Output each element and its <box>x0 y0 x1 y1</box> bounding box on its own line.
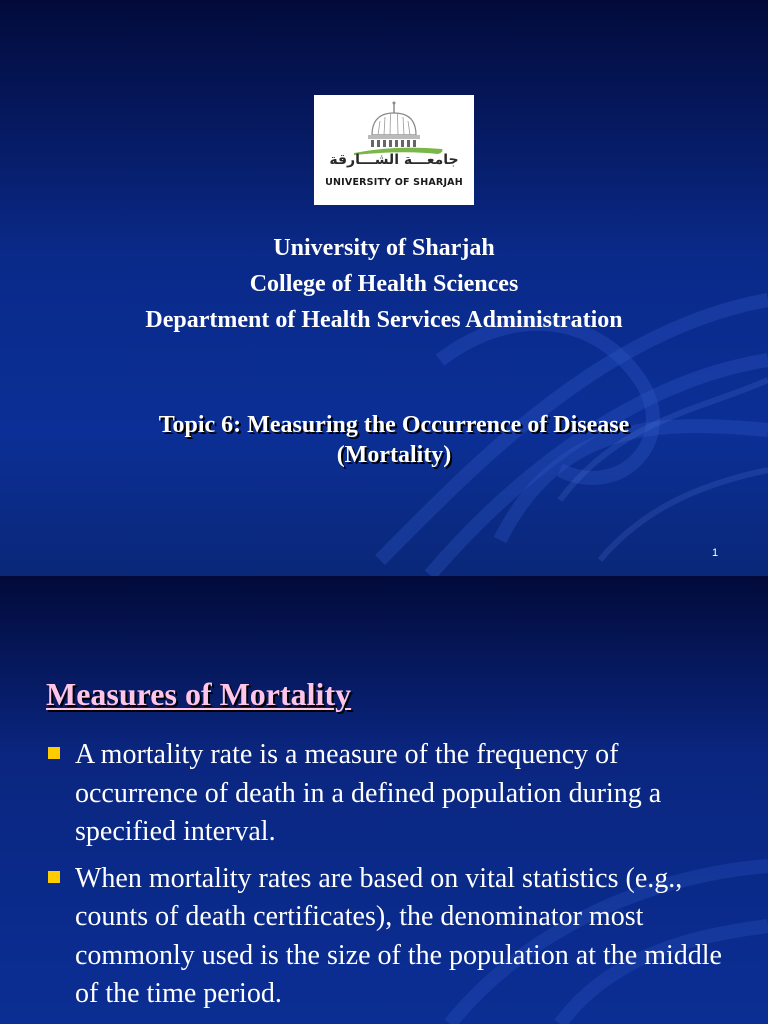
logo-arabic-text: جامعـــة الشـــارقة <box>329 152 459 168</box>
college-name: College of Health Sciences <box>249 271 519 297</box>
bullet-text: A mortality rate is a measure of the frequency of occurrence of death in a defined population during a specified interval. <box>75 739 662 847</box>
department-name: Department of Health Services Administration <box>145 307 623 333</box>
logo-english-text: UNIVERSITY OF SHARJAH <box>325 177 463 188</box>
dome-icon <box>314 95 474 155</box>
slide-number: 1 <box>711 547 719 559</box>
bullet-item <box>46 736 726 852</box>
slide-title: Measures of Mortality <box>46 676 352 712</box>
square-bullet-icon <box>48 871 60 883</box>
topic-line-1: Topic 6: Measuring the Occurrence of Disease <box>158 412 630 438</box>
bullet-list <box>46 736 726 1022</box>
university-logo <box>314 95 474 205</box>
bullet-item <box>46 860 726 1014</box>
bullet-text: When mortality rates are based on vital statistics (e.g., counts of death certificates), the denominator most commonly used is the size of the population at the middle of the time period. <box>75 862 722 1009</box>
square-bullet-icon <box>48 747 60 759</box>
topic-line-2: (Mortality) <box>336 442 452 468</box>
university-name: University of Sharjah <box>273 235 495 261</box>
institution-heading <box>0 230 768 338</box>
topic-title <box>0 410 768 470</box>
content-slide <box>0 576 768 1024</box>
